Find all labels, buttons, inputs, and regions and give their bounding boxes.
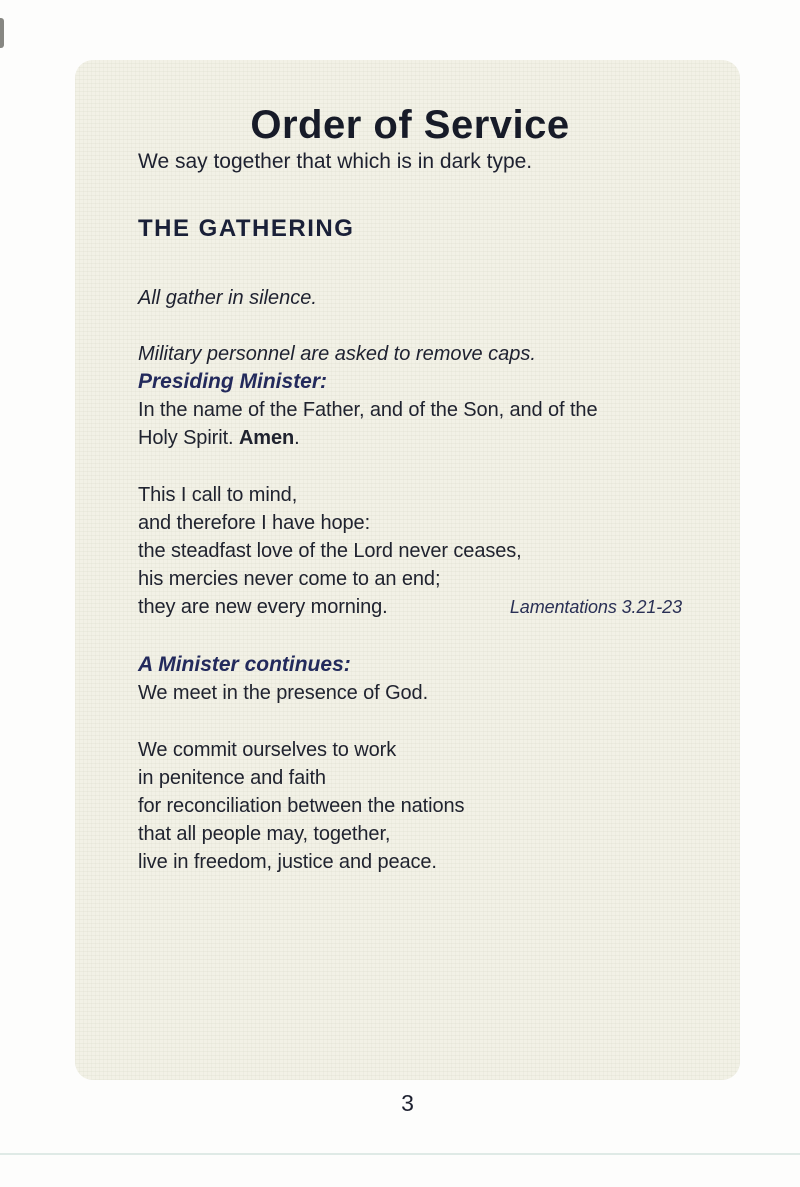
stanza-line: they are new every morning. bbox=[138, 596, 388, 618]
rubric-remove-caps: Military personnel are asked to remove caps. bbox=[138, 343, 536, 365]
stanza-line: the steadfast love of the Lord never ceases, bbox=[138, 540, 522, 562]
stanza-line: that all people may, together, bbox=[138, 823, 391, 845]
rubric-silence: All gather in silence. bbox=[138, 287, 317, 309]
stanza-line-with-citation bbox=[138, 593, 682, 621]
stanza-line: for reconciliation between the nations bbox=[138, 795, 465, 817]
invocation-paragraph bbox=[138, 396, 682, 452]
scan-line-artifact bbox=[0, 1153, 800, 1155]
scan-edge-artifact bbox=[0, 18, 4, 48]
stanza-line: and therefore I have hope: bbox=[138, 512, 371, 534]
page-number: 3 bbox=[401, 1090, 414, 1116]
service-sheet bbox=[75, 60, 740, 1080]
stanza-line: We commit ourselves to work bbox=[138, 739, 397, 761]
invocation-line1: In the name of the Father, and of the Son, and of the bbox=[138, 399, 598, 421]
role-minister-continues: A Minister continues: bbox=[138, 653, 351, 676]
page-title: Order of Service bbox=[250, 103, 570, 147]
invocation-line2-prefix: Holy Spirit. bbox=[138, 427, 239, 449]
stanza-line: in penitence and faith bbox=[138, 767, 326, 789]
amen-bold-text: Amen bbox=[238, 427, 295, 449]
stanza-line: his mercies never come to an end; bbox=[138, 568, 441, 590]
scripture-citation: Lamentations 3.21-23 bbox=[509, 597, 682, 617]
instruction-line: We say together that which is in dark type. bbox=[138, 150, 533, 173]
role-presiding-minister: Presiding Minister: bbox=[138, 370, 328, 393]
meeting-line: We meet in the presence of God. bbox=[138, 682, 429, 704]
stanza-line: live in freedom, justice and peace. bbox=[138, 851, 437, 873]
scripture-stanza bbox=[138, 481, 682, 621]
invocation-line2-suffix: . bbox=[294, 427, 300, 449]
section-heading-gathering: THE GATHERING bbox=[138, 215, 355, 242]
stanza-line: This I call to mind, bbox=[138, 484, 298, 506]
commitment-stanza bbox=[138, 736, 682, 876]
